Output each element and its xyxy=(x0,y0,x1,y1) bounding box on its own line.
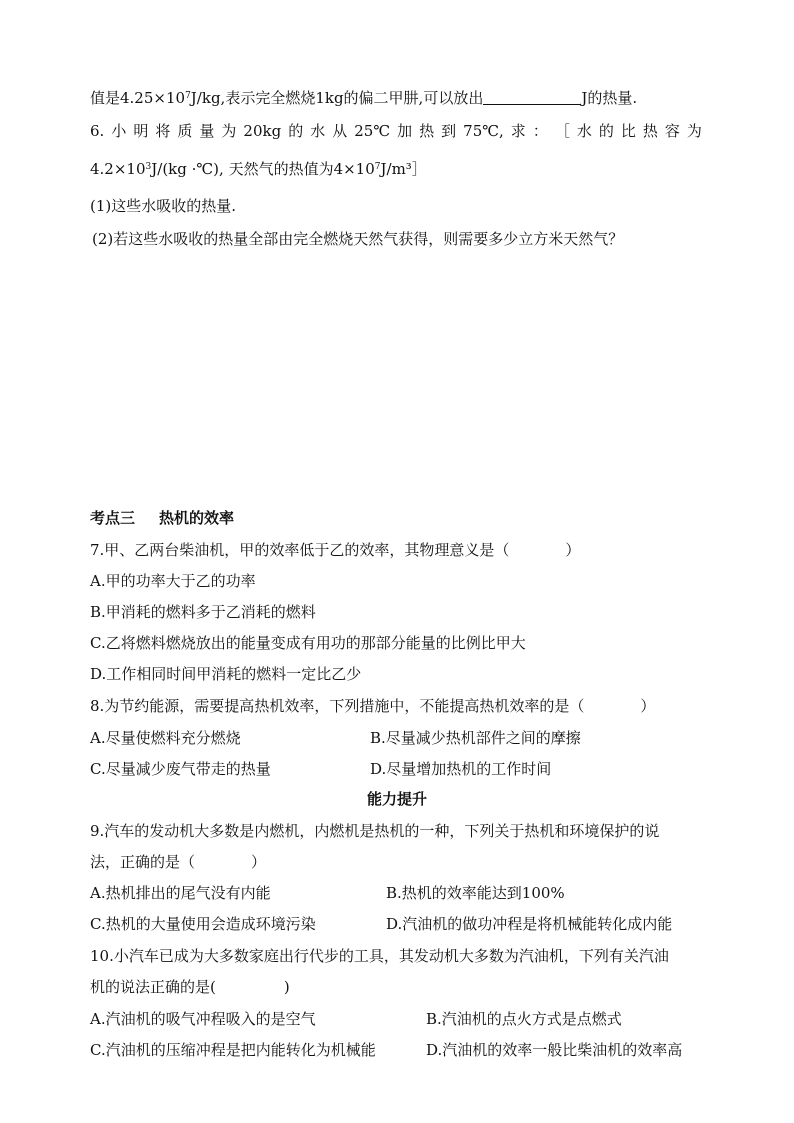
q6-line1-word: 明 xyxy=(133,122,149,140)
q6-line1-word: 20kg xyxy=(243,122,282,140)
q10-option-d: D.汽油机的效率一般比柴油机的效率高 xyxy=(426,1041,683,1059)
q6-line1-word: 加 xyxy=(397,122,413,140)
q6-sub-question-1: (1)这些水吸收的热量. xyxy=(90,197,237,215)
q6-line1-word: 为 xyxy=(686,122,702,140)
q9-option-c: C.热机的大量使用会造成环境污染 xyxy=(90,915,316,933)
q10-stem-text: 机的说法正确的是( xyxy=(90,978,216,996)
q6-line1-word: 为 xyxy=(221,122,237,140)
q8-stem xyxy=(90,696,655,716)
q6-line2-exp2: 7 xyxy=(374,162,381,172)
q6-line1-word: 的 xyxy=(598,122,614,140)
q9-stem-text: 法，正确的是（ xyxy=(90,853,196,871)
section-title: 热机的效率 xyxy=(159,509,235,527)
q5-text-c: J的热量. xyxy=(581,89,638,107)
q5-text-a: 值是4.25×10 xyxy=(90,89,186,107)
q6-line1-word: 6. xyxy=(90,122,105,140)
q7-stem-close: ） xyxy=(565,541,581,559)
q9-stem-close: ） xyxy=(251,853,267,871)
q8-option-a: A.尽量使燃料充分燃烧 xyxy=(90,729,241,747)
q6-line1-word: 比 xyxy=(620,122,636,140)
q8-stem-close: ） xyxy=(640,697,656,715)
q9-option-b: B.热机的效率能达到100% xyxy=(386,884,565,902)
q6-line1-word: ： xyxy=(532,122,548,140)
q6-stem-line2 xyxy=(90,159,427,179)
q10-option-c: C.汽油机的压缩冲程是把内能转化为机械能 xyxy=(90,1041,376,1059)
q6-line1-word: 从 xyxy=(332,122,348,140)
q7-option-b: B.甲消耗的燃料多于乙消耗的燃料 xyxy=(90,603,316,621)
q6-line1-word: 求 xyxy=(510,122,526,140)
q7-stem xyxy=(90,540,580,560)
q7-option-a: A.甲的功率大于乙的功率 xyxy=(90,572,256,590)
q6-line2-b: J/(kg ·℃), 天然气的热值为4×10 xyxy=(151,160,375,178)
section-label: 考点三 xyxy=(90,509,136,527)
q8-option-d: D.尽量增加热机的工作时间 xyxy=(370,760,552,778)
q8-stem-text: 8.为节约能源，需要提高热机效率，下列措施中，不能提高热机效率的是（ xyxy=(90,697,585,715)
q9-option-d: D.汽油机的做功冲程是将机械能转化成内能 xyxy=(386,915,673,933)
q6-line1-word: 容 xyxy=(664,122,680,140)
q10-option-b: B.汽油机的点火方式是点燃式 xyxy=(426,1010,622,1028)
q5-exponent: 7 xyxy=(185,91,191,101)
q10-stem-close: ) xyxy=(283,978,290,996)
q9-stem-line2 xyxy=(90,852,266,872)
q6-line1-word: 量 xyxy=(199,122,215,140)
q6-line2-exp: 3 xyxy=(145,162,152,172)
q7-stem-text: 7.甲、乙两台柴油机，甲的效率低于乙的效率，其物理意义是（ xyxy=(90,541,510,559)
q6-line1-word: 热 xyxy=(642,122,658,140)
q6-stem-line1 xyxy=(90,121,702,141)
q6-line1-word: 小 xyxy=(111,122,127,140)
q5-text-b: J/kg,表示完全燃烧1kg的偏二甲肼,可以放出 xyxy=(190,89,484,107)
q6-line2-a: 4.2×10 xyxy=(90,160,146,178)
q6-line1-word: 的 xyxy=(288,122,304,140)
q9-stem-line1: 9.汽车的发动机大多数是内燃机，内燃机是热机的一种，下列关于热机和环境保护的说 xyxy=(90,822,660,840)
q6-line1-word: ［ xyxy=(554,122,570,140)
q6-line1-word: 质 xyxy=(177,122,193,140)
q6-line1-word: 75℃, xyxy=(463,122,504,140)
q8-option-b: B.尽量减少热机部件之间的摩擦 xyxy=(370,729,581,747)
q6-line1-word: 热 xyxy=(419,122,435,140)
q10-option-a: A.汽油机的吸气冲程吸入的是空气 xyxy=(90,1010,316,1028)
section-heading-3 xyxy=(90,508,234,528)
q8-option-c: C.尽量减少废气带走的热量 xyxy=(90,760,271,778)
q5-answer-blank[interactable] xyxy=(483,90,581,105)
section-heading-ability: 能力提升 xyxy=(366,790,427,808)
q6-sub-question-2: (2)若这些水吸收的热量全部由完全燃烧天然气获得，则需要多少立方米天然气？ xyxy=(92,230,624,248)
q6-line1-word: 将 xyxy=(155,122,171,140)
q5-tail-line xyxy=(90,88,637,108)
q10-stem-line1: 10.小汽车已成为大多数家庭出行代步的工具，其发动机大多数为汽油机，下列有关汽油 xyxy=(90,947,669,965)
q6-line1-word: 到 xyxy=(441,122,457,140)
q6-line1-word: 水 xyxy=(576,122,592,140)
q7-option-c: C.乙将燃料燃烧放出的能量变成有用功的那部分能量的比例比甲大 xyxy=(90,634,526,652)
q10-stem-line2 xyxy=(90,977,290,997)
q6-line1-word: 水 xyxy=(310,122,326,140)
q6-line1-word: 25℃ xyxy=(354,122,391,140)
q9-option-a: A.热机排出的尾气没有内能 xyxy=(90,884,271,902)
q6-line2-c: J/m³］ xyxy=(380,160,427,178)
q7-option-d: D.工作相同时间甲消耗的燃料一定比乙少 xyxy=(90,665,362,683)
